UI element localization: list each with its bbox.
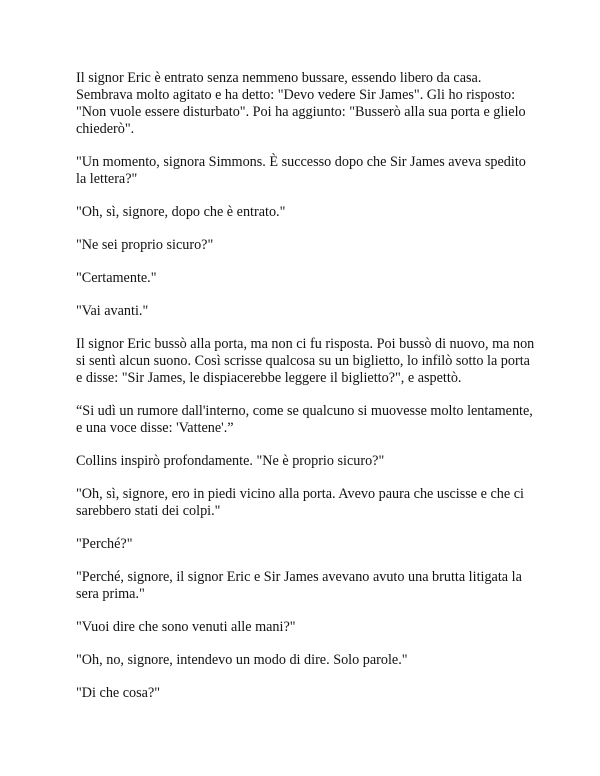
document-page [76, 70, 536, 718]
paragraph-15: "Di che cosa?" [76, 685, 161, 701]
paragraph-14: "Oh, no, signore, intendevo un modo di dire. Solo parole." [76, 652, 408, 668]
paragraph-6: "Vai avanti." [76, 303, 149, 319]
paragraph-12: "Perché, signore, il signor Eric e Sir James avevano avuto una brutta litigata la sera prima." [76, 569, 522, 602]
paragraph-13: "Vuoi dire che sono venuti alle mani?" [76, 619, 296, 635]
paragraph-10: "Oh, sì, signore, ero in piedi vicino alla porta. Avevo paura che uscisse e che ci sarebbero stati dei colpi." [76, 486, 524, 519]
paragraph-9: Collins inspirò profondamente. "Ne è proprio sicuro?" [76, 453, 385, 469]
paragraph-5: "Certamente." [76, 270, 157, 286]
paragraph-11: "Perché?" [76, 536, 133, 552]
paragraph-1: Il signor Eric è entrato senza nemmeno bussare, essendo libero da casa. Sembrava molto agitato e ha detto: "Devo vedere Sir James". Gli ho risposto: "Non vuole essere disturbato". Poi ha aggiunto: "Busserò alla sua porta e glielo chiederò". [76, 70, 526, 137]
paragraph-4: "Ne sei proprio sicuro?" [76, 237, 214, 253]
paragraph-3: "Oh, sì, signore, dopo che è entrato." [76, 204, 286, 220]
paragraph-7: Il signor Eric bussò alla porta, ma non ci fu risposta. Poi bussò di nuovo, ma non si sentì alcun suono. Così scrisse qualcosa su un biglietto, lo infilò sotto la porta e disse: "Sir James, le dispiacerebbe leggere il biglietto?", e aspettò. [76, 336, 535, 386]
paragraph-8: “Si udì un rumore dall'interno, come se qualcuno si muovesse molto lentamente, e una voce disse: 'Vattene'.” [76, 403, 533, 436]
paragraph-2: "Un momento, signora Simmons. È successo dopo che Sir James aveva spedito la lettera?" [76, 154, 526, 187]
